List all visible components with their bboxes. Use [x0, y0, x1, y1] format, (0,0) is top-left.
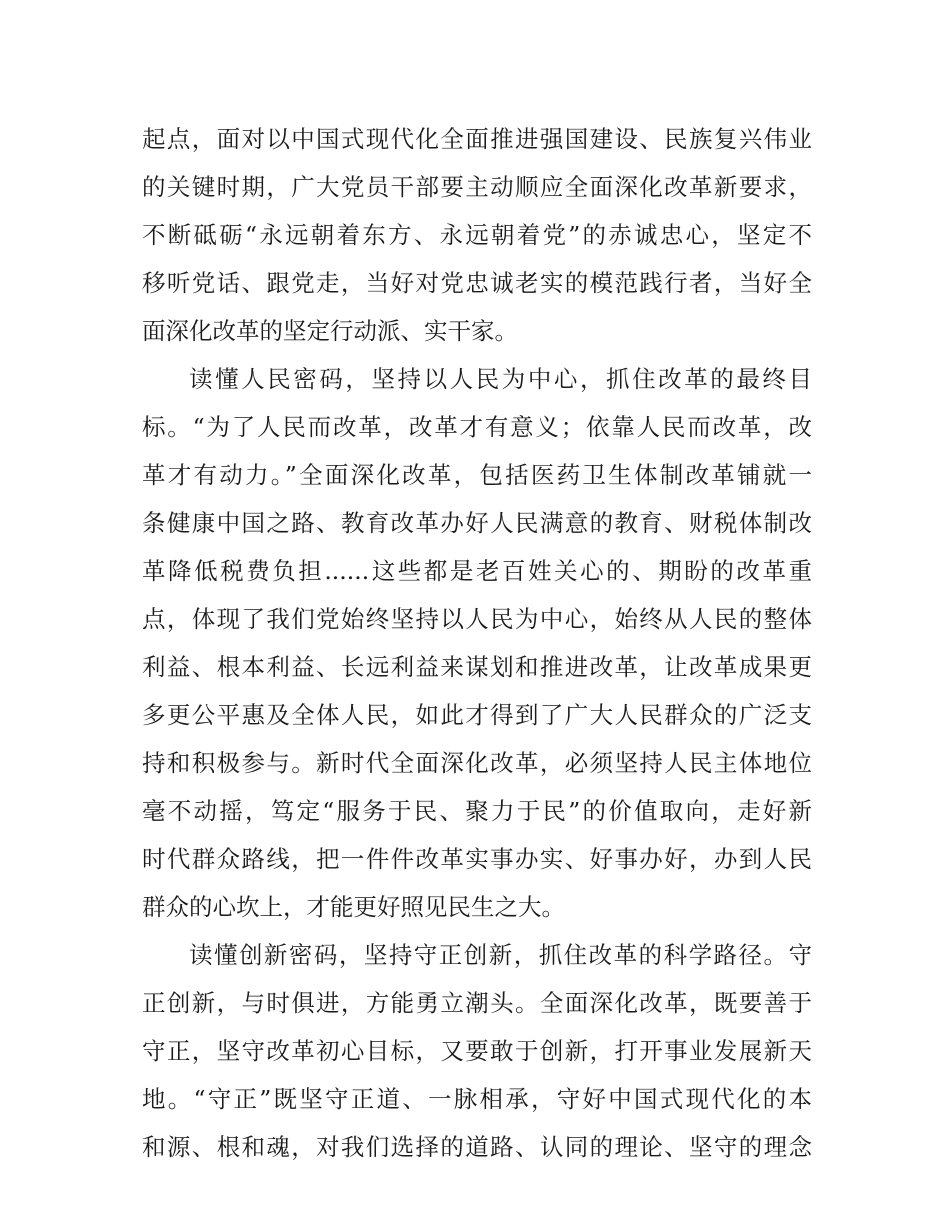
text-line: 革才有动力。”全面深化改革，包括医药卫生体制改革铺就一	[142, 461, 812, 489]
text-line: 多更公平惠及全体人民，如此才得到了广大人民群众的广泛支	[142, 701, 812, 729]
text-line: 利益、根本利益、长远利益来谋划和推进改革，让改革成果更	[142, 653, 812, 681]
text-line: 点，体现了我们党始终坚持以人民为中心，始终从人民的整体	[142, 605, 812, 633]
text-line: 地。“守正”既坚守正道、一脉相承，守好中国式现代化的本	[142, 1085, 812, 1113]
text-line: 读懂创新密码，坚持守正创新，抓住改革的科学路径。守	[189, 941, 812, 969]
text-line: 革降低税费负担......这些都是老百姓关心的、期盼的改革重	[142, 557, 812, 585]
text-line: 持和积极参与。新时代全面深化改革，必须坚持人民主体地位	[142, 749, 812, 777]
text-line: 的关键时期，广大党员干部要主动顺应全面深化改革新要求，	[142, 173, 812, 201]
text-line: 面深化改革的坚定行动派、实干家。	[142, 317, 518, 345]
text-line: 标。“为了人民而改革，改革才有意义；依靠人民而改革，改	[142, 413, 812, 441]
text-line: 守正，坚守改革初心目标，又要敢于创新，打开事业发展新天	[142, 1037, 812, 1065]
text-line: 起点，面对以中国式现代化全面推进强国建设、民族复兴伟业	[142, 125, 812, 153]
body-text	[142, 115, 812, 1171]
text-line: 不断砥砺“永远朝着东方、永远朝着党”的赤诚忠心，坚定不	[142, 221, 812, 249]
text-line: 正创新，与时俱进，方能勇立潮头。全面深化改革，既要善于	[142, 989, 812, 1017]
text-line: 读懂人民密码，坚持以人民为中心，抓住改革的最终目	[189, 365, 812, 393]
text-line: 毫不动摇，笃定“服务于民、聚力于民”的价值取向，走好新	[142, 797, 812, 825]
text-line: 移听党话、跟党走，当好对党忠诚老实的模范践行者，当好全	[142, 269, 812, 297]
text-line: 时代群众路线，把一件件改革实事办实、好事办好，办到人民	[142, 845, 812, 873]
text-line: 条健康中国之路、教育改革办好人民满意的教育、财税体制改	[142, 509, 812, 537]
text-line: 和源、根和魂，对我们选择的道路、认同的理论、坚守的理念	[142, 1133, 812, 1161]
text-line: 群众的心坎上，才能更好照见民生之大。	[142, 893, 565, 921]
